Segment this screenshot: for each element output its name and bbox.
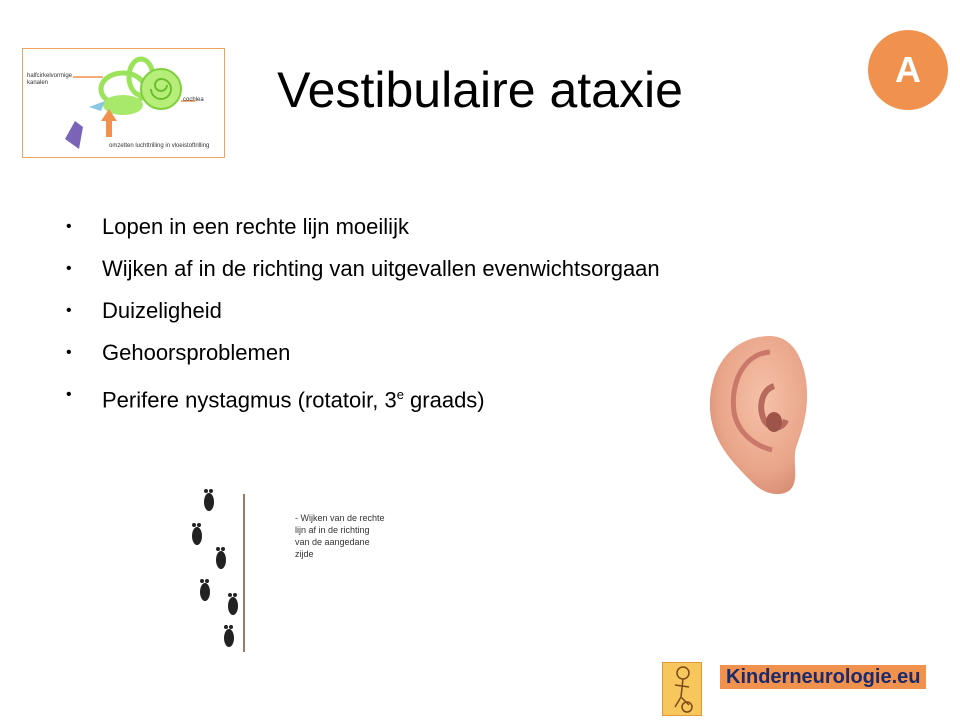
inner-ear-diagram bbox=[22, 48, 225, 158]
label-conversion: omzetten luchttrilling in vloeistoftrilling bbox=[109, 143, 210, 149]
bullet-text: Lopen in een rechte lijn moeilijk bbox=[102, 214, 409, 239]
footsteps-illustration bbox=[185, 488, 255, 658]
bullet-text-prefix: Perifere nystagmus (rotatoir, 3 bbox=[102, 387, 397, 413]
logo-figure-icon bbox=[663, 663, 701, 715]
label-cochlea: cochlea bbox=[183, 97, 204, 103]
bullet-superscript: e bbox=[396, 387, 404, 402]
bullet-text: Duizeligheid bbox=[102, 298, 222, 323]
footsteps-caption: - Wijken van de rechte lijn af in de richting van de aangedane zijde bbox=[295, 513, 385, 559]
bullet-text: Gehoorsproblemen bbox=[102, 340, 291, 365]
bullet-item bbox=[64, 206, 660, 248]
bullet-dot: • bbox=[66, 302, 72, 319]
bullet-dot: • bbox=[66, 344, 72, 361]
bullet-text: Wijken af in de richting van uitgevallen evenwichtsorgaan bbox=[102, 256, 660, 281]
ear-image bbox=[700, 330, 815, 500]
bullet-dot: • bbox=[66, 218, 72, 235]
bullet-item bbox=[64, 332, 660, 374]
bullet-item bbox=[64, 290, 660, 332]
bullet-item bbox=[64, 374, 660, 421]
logo-icon bbox=[662, 662, 702, 716]
slide-badge: A bbox=[868, 30, 948, 110]
bullet-list bbox=[64, 206, 660, 421]
bullet-dot: • bbox=[66, 386, 72, 403]
slide-title: Vestibulaire ataxie bbox=[277, 62, 683, 118]
label-semicircular-canals: halfcirkelvormige kanalen bbox=[27, 73, 73, 86]
bullet-text-suffix: graads) bbox=[403, 387, 485, 413]
logo-text[interactable]: Kinderneurologie.eu bbox=[720, 665, 926, 689]
bullet-dot: • bbox=[66, 260, 72, 277]
bullet-item bbox=[64, 248, 660, 290]
